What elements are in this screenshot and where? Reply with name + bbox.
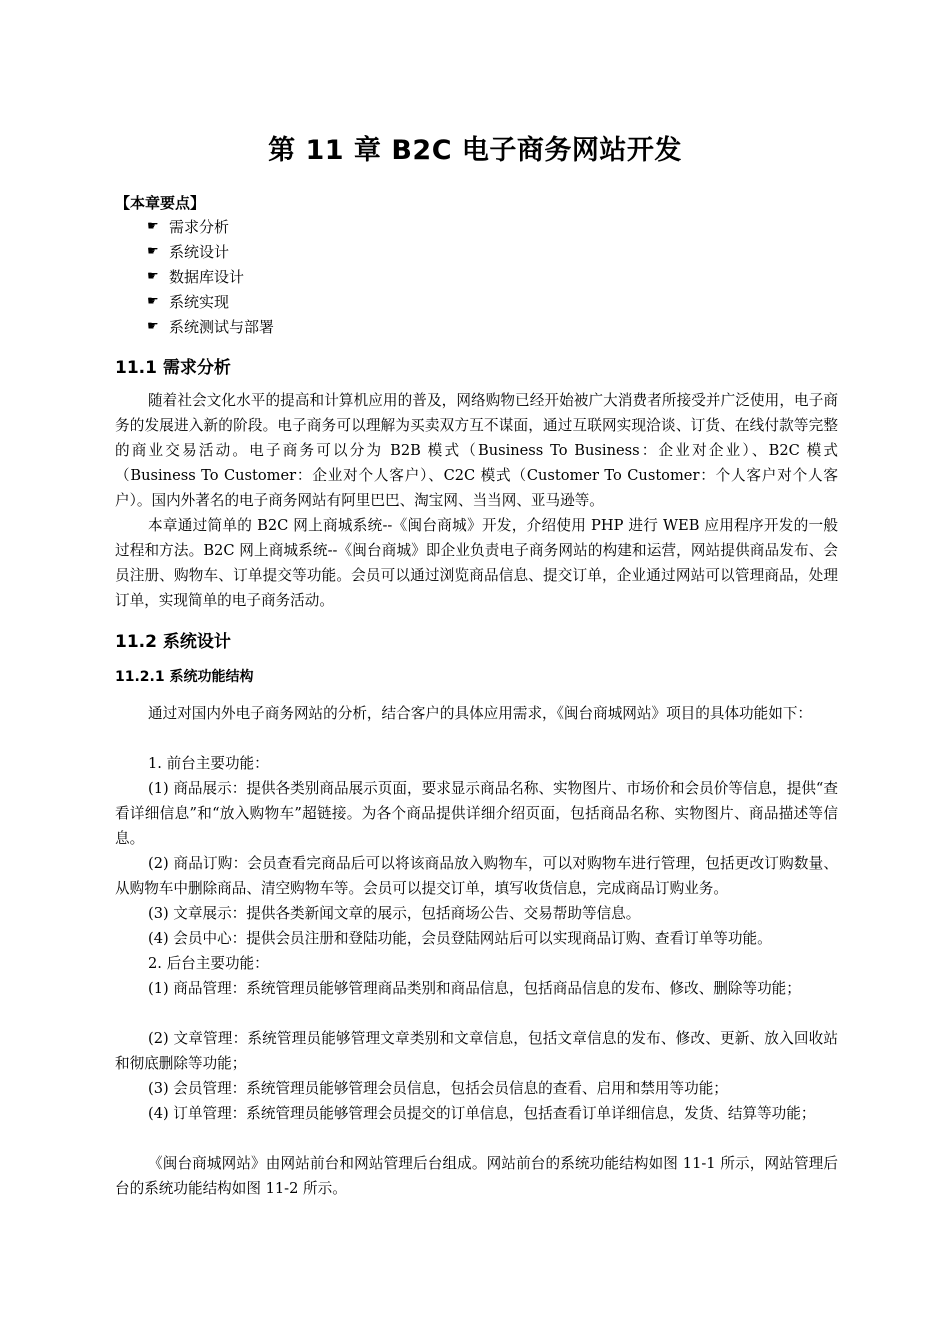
key-points-heading: 【本章要点】 — [115, 194, 206, 212]
front-function-3: (3) 文章展示：提供各类新闻文章的展示，包括商场公告、交易帮助等信息。 — [148, 905, 641, 922]
key-points-list — [147, 214, 274, 339]
subsection-heading-11-2-1: 11.2.1 系统功能结构 — [115, 669, 254, 685]
paragraph-intro: 随着社会文化水平的提高和计算机应用的普及，网络购物已经开始被广大消费者所接受并广泛使用，电子商务的发展进入新的阶段。电子商务可以理解为买卖双方互不谋面，通过互联网实现洽谈、订货、在线付款等完整的商业交易活动。电子商务可以分为 B2B 模式（Business To Business：企业对企业）、B2C 模式（Business To Customer：企业对个人客户）、C2C 模式（Customer To Customer：个人客户对个人客户）。国内外著名的电子商务网站有阿里巴巴、淘宝网、当当网、亚马逊等。 — [115, 392, 838, 509]
key-point-label: 系统测试与部署 — [169, 318, 275, 336]
list-item — [147, 214, 274, 239]
key-point-label: 数据库设计 — [169, 268, 245, 286]
front-functions-title: 1. 前台主要功能： — [148, 755, 269, 772]
front-function-1: (1) 商品展示：提供各类别商品展示页面，要求显示商品名称、实物图片、市场价和会员价等信息，提供“查看详细信息”和“放入购物车”超链接。为各个商品提供详细介绍页面，包括商品名称、实物图片、商品描述等信息。 — [115, 780, 838, 847]
back-function-3: (3) 会员管理：系统管理员能够管理会员信息，包括会员信息的查看、启用和禁用等功能； — [148, 1080, 728, 1097]
key-point-label: 需求分析 — [169, 218, 230, 236]
front-function-4: (4) 会员中心：提供会员注册和登陆功能，会员登陆网站后可以实现商品订购、查看订单等功能。 — [148, 930, 772, 947]
list-item — [147, 264, 274, 289]
section-heading-11-2: 11.2 系统设计 — [115, 632, 231, 652]
front-function-2: (2) 商品订购：会员查看完商品后可以将该商品放入购物车，可以对购物车进行管理，包括更改订购数量、从购物车中删除商品、清空购物车等。会员可以提交订单，填写收货信息，完成商品订购业务。 — [115, 855, 838, 897]
back-functions-title: 2. 后台主要功能： — [148, 955, 269, 972]
list-item — [147, 289, 274, 314]
paragraph-closing: 《闽台商城网站》由网站前台和网站管理后台组成。网站前台的系统功能结构如图 11-1 所示，网站管理后台的系统功能结构如图 11-2 所示。 — [115, 1155, 838, 1197]
pointing-hand-icon: ☛ — [147, 244, 159, 259]
key-point-label: 系统实现 — [169, 293, 230, 311]
pointing-hand-icon: ☛ — [147, 219, 159, 234]
section-heading-11-1: 11.1 需求分析 — [115, 358, 231, 378]
chapter-title: 第 11 章 B2C 电子商务网站开发 — [268, 135, 682, 166]
back-function-1: (1) 商品管理：系统管理员能够管理商品类别和商品信息，包括商品信息的发布、修改、删除等功能； — [148, 980, 801, 997]
key-point-label: 系统设计 — [169, 243, 230, 261]
pointing-hand-icon: ☛ — [147, 319, 159, 334]
list-item — [147, 314, 274, 339]
back-function-4: (4) 订单管理：系统管理员能够管理会员提交的订单信息，包括查看订单详细信息，发货、结算等功能； — [148, 1105, 816, 1122]
back-function-2: (2) 文章管理：系统管理员能够管理文章类别和文章信息，包括文章信息的发布、修改、更新、放入回收站和彻底删除等功能； — [115, 1030, 838, 1072]
pointing-hand-icon: ☛ — [147, 269, 159, 284]
pointing-hand-icon: ☛ — [147, 294, 159, 309]
paragraph-function-intro: 通过对国内外电子商务网站的分析，结合客户的具体应用需求，《闽台商城网站》项目的具体功能如下： — [148, 705, 813, 722]
paragraph-overview: 本章通过简单的 B2C 网上商城系统--《闽台商城》开发，介绍使用 PHP 进行 WEB 应用程序开发的一般过程和方法。B2C 网上商城系统--《闽台商城》即企业负责电子商务网站的构建和运营，网站提供商品发布、会员注册、购物车、订单提交等功能。会员可以通过浏览商品信息、提交订单，企业通过网站可以管理商品，处理订单，实现简单的电子商务活动。 — [115, 517, 838, 609]
list-item — [147, 239, 274, 264]
